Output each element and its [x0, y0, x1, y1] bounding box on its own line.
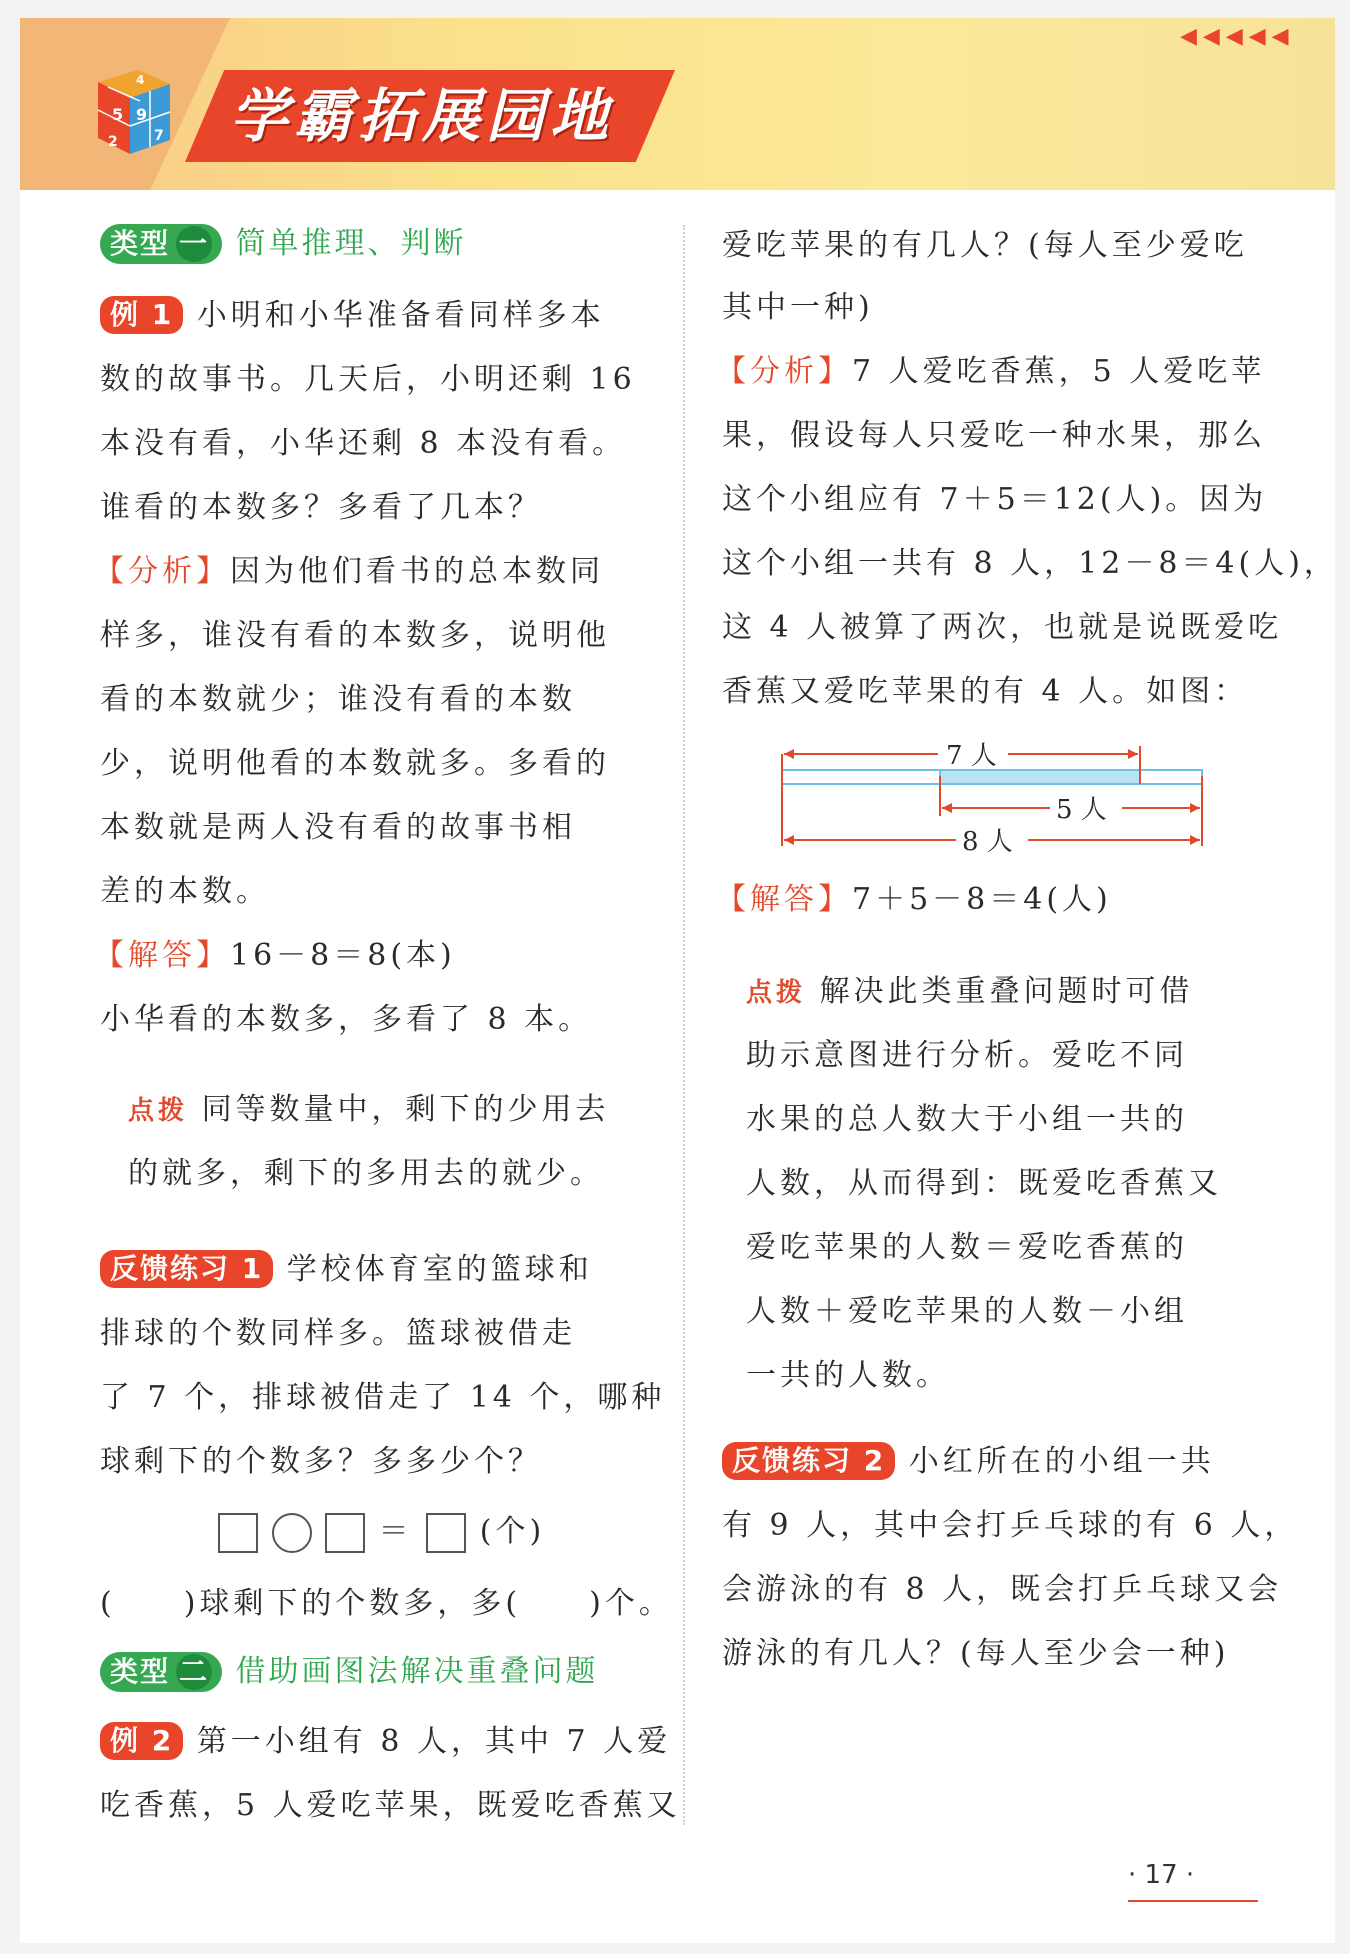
- analysis1-line-3: 看的本数就少；谁没有看的本数: [100, 682, 576, 717]
- answer1-tag: 【解答】: [94, 938, 230, 973]
- type2-heading: [100, 1652, 599, 1692]
- cube-digit: 5: [112, 105, 124, 124]
- example2-line-1: 例 2 第一小组有 8 人，其中 7 人爱: [100, 1722, 671, 1762]
- cube-digit: 4: [136, 73, 145, 87]
- practice1-fill-line: ( )球剩下的个数多，多( )个。: [100, 1586, 673, 1621]
- tip2-line-2: 助示意图进行分析。爱吃不同: [746, 1038, 1188, 1073]
- analysis1-line-6: 差的本数。: [100, 874, 270, 909]
- example2-line-2: 吃香蕉，5 人爱吃苹果，既爱吃香蕉又: [100, 1788, 681, 1823]
- practice1-equation: [218, 1512, 545, 1558]
- type1-tag: 类型 一: [100, 224, 222, 264]
- page-number: · 17 ·: [1128, 1860, 1258, 1902]
- overlap-segment: [940, 770, 1140, 784]
- number-cube-icon: [78, 62, 178, 162]
- cube-digit: 7: [154, 128, 164, 144]
- label-7: 7 人: [946, 741, 997, 771]
- tip2-line-6: 人数＋爱吃苹果的人数－小组: [746, 1294, 1188, 1329]
- tip2-line-7: 一共的人数。: [746, 1358, 950, 1393]
- tip2-line-3: 水果的总人数大于小组一共的: [746, 1102, 1188, 1137]
- header-arrows-icon: ◀◀◀◀◀: [1180, 24, 1295, 49]
- practice2-line-3: 会游泳的有 8 人，既会打乒乓球又会: [722, 1572, 1283, 1607]
- arrowhead: [1128, 749, 1138, 759]
- type1-title: 简单推理、判断: [235, 226, 467, 261]
- answer1-conclusion: 小华看的本数多，多看了 8 本。: [100, 1002, 593, 1037]
- practice1-line-2: 排球的个数同样多。篮球被借走: [100, 1316, 576, 1351]
- example1-line-4: 谁看的本数多？多看了几本？: [100, 490, 542, 525]
- analysis2-tag: 【分析】: [716, 354, 852, 389]
- arrowhead: [1190, 835, 1200, 845]
- answer-box[interactable]: [426, 1513, 466, 1553]
- arrowhead: [1190, 803, 1200, 813]
- analysis1-line-5: 本数就是两人没有看的故事书相: [100, 810, 576, 845]
- practice1-line-3: 了 7 个，排球被借走了 14 个，哪种: [100, 1380, 666, 1415]
- example1-line-3: 本没有看，小华还剩 8 本没有看。: [100, 426, 627, 461]
- tip1-line-2: 的就多，剩下的多用去的就少。: [128, 1156, 604, 1191]
- arrowhead: [942, 803, 952, 813]
- analysis1-line-4: 少，说明他看的本数就多。多看的: [100, 746, 610, 781]
- analysis1-tag: 【分析】: [94, 554, 230, 589]
- practice2-line-4: 游泳的有几人？(每人至少会一种): [722, 1636, 1230, 1671]
- example1-tag: 例 1: [100, 296, 183, 334]
- type2-title: 借助画图法解决重叠问题: [235, 1654, 599, 1689]
- tip2-tag: 点拨: [746, 978, 807, 1008]
- arrowhead: [784, 835, 794, 845]
- operator-circle[interactable]: [272, 1513, 312, 1553]
- type2-tag: 类型 二: [100, 1652, 222, 1692]
- analysis1-line-2: 样多，谁没有看的本数多，说明他: [100, 618, 610, 653]
- answer-box[interactable]: [218, 1513, 258, 1553]
- analysis1-line-1: 【分析】因为他们看书的总本数同: [94, 554, 604, 589]
- label-5: 5 人: [1056, 795, 1107, 825]
- example1-line-1: 例 1 小明和小华准备看同样多本: [100, 296, 605, 336]
- cube-digit: 9: [136, 105, 148, 124]
- answer-box[interactable]: [325, 1513, 365, 1553]
- tip2-line-4: 人数，从而得到：既爱吃香蕉又: [746, 1166, 1222, 1201]
- practice2-tag: 反馈练习 2: [722, 1442, 895, 1480]
- practice1-tag: 反馈练习 1: [100, 1250, 273, 1288]
- answer2-line: 【解答】7＋5－8＝4(人): [716, 882, 1112, 917]
- practice2-line-1: 反馈练习 2 小红所在的小组一共: [722, 1442, 1215, 1482]
- example2-cont-line-2: 其中一种): [722, 290, 874, 325]
- arrowhead: [784, 749, 794, 759]
- example2-tag: 例 2: [100, 1722, 183, 1760]
- tip1-tag: 点拨: [128, 1096, 189, 1126]
- type1-heading: [100, 224, 467, 264]
- equals-sign: ＝: [378, 1514, 413, 1549]
- cube-digit: 2: [108, 134, 118, 150]
- analysis2-line-4: 这个小组一共有 8 人，12－8＝4(人)，: [722, 546, 1338, 581]
- example1-line-2: 数的故事书。几天后，小明还剩 16: [100, 362, 636, 397]
- overlap-diagram: [770, 736, 1210, 866]
- page-title: 学霸拓展园地: [230, 82, 615, 150]
- analysis2-line-3: 这个小组应有 7＋5＝12(人)。因为: [722, 482, 1268, 517]
- practice1-line-4: 球剩下的个数多？多多少个？: [100, 1444, 542, 1479]
- example2-cont-line-1: 爱吃苹果的有几人？(每人至少爱吃: [722, 228, 1248, 263]
- label-8: 8 人: [962, 827, 1013, 857]
- answer1-line: 【解答】16－8＝8(本): [94, 938, 456, 973]
- analysis2-line-2: 果，假设每人只爱吃一种水果，那么: [722, 418, 1266, 453]
- analysis2-line-5: 这 4 人被算了两次，也就是说既爱吃: [722, 610, 1283, 645]
- practice2-line-2: 有 9 人，其中会打乒乓球的有 6 人，: [722, 1508, 1299, 1543]
- column-divider: [683, 225, 685, 1825]
- analysis2-line-1: 【分析】7 人爱吃香蕉，5 人爱吃苹: [716, 354, 1266, 389]
- tip1-line-1: 点拨 同等数量中，剩下的少用去: [128, 1092, 610, 1127]
- answer2-tag: 【解答】: [716, 882, 852, 917]
- tip2-line-5: 爱吃苹果的人数＝爱吃香蕉的: [746, 1230, 1188, 1265]
- unit-label: (个): [479, 1514, 546, 1549]
- analysis2-line-6: 香蕉又爱吃苹果的有 4 人。如图：: [722, 674, 1249, 709]
- practice1-line-1: 反馈练习 1 学校体育室的篮球和: [100, 1250, 593, 1290]
- tip2-line-1: 点拨 解决此类重叠问题时可借: [746, 974, 1194, 1009]
